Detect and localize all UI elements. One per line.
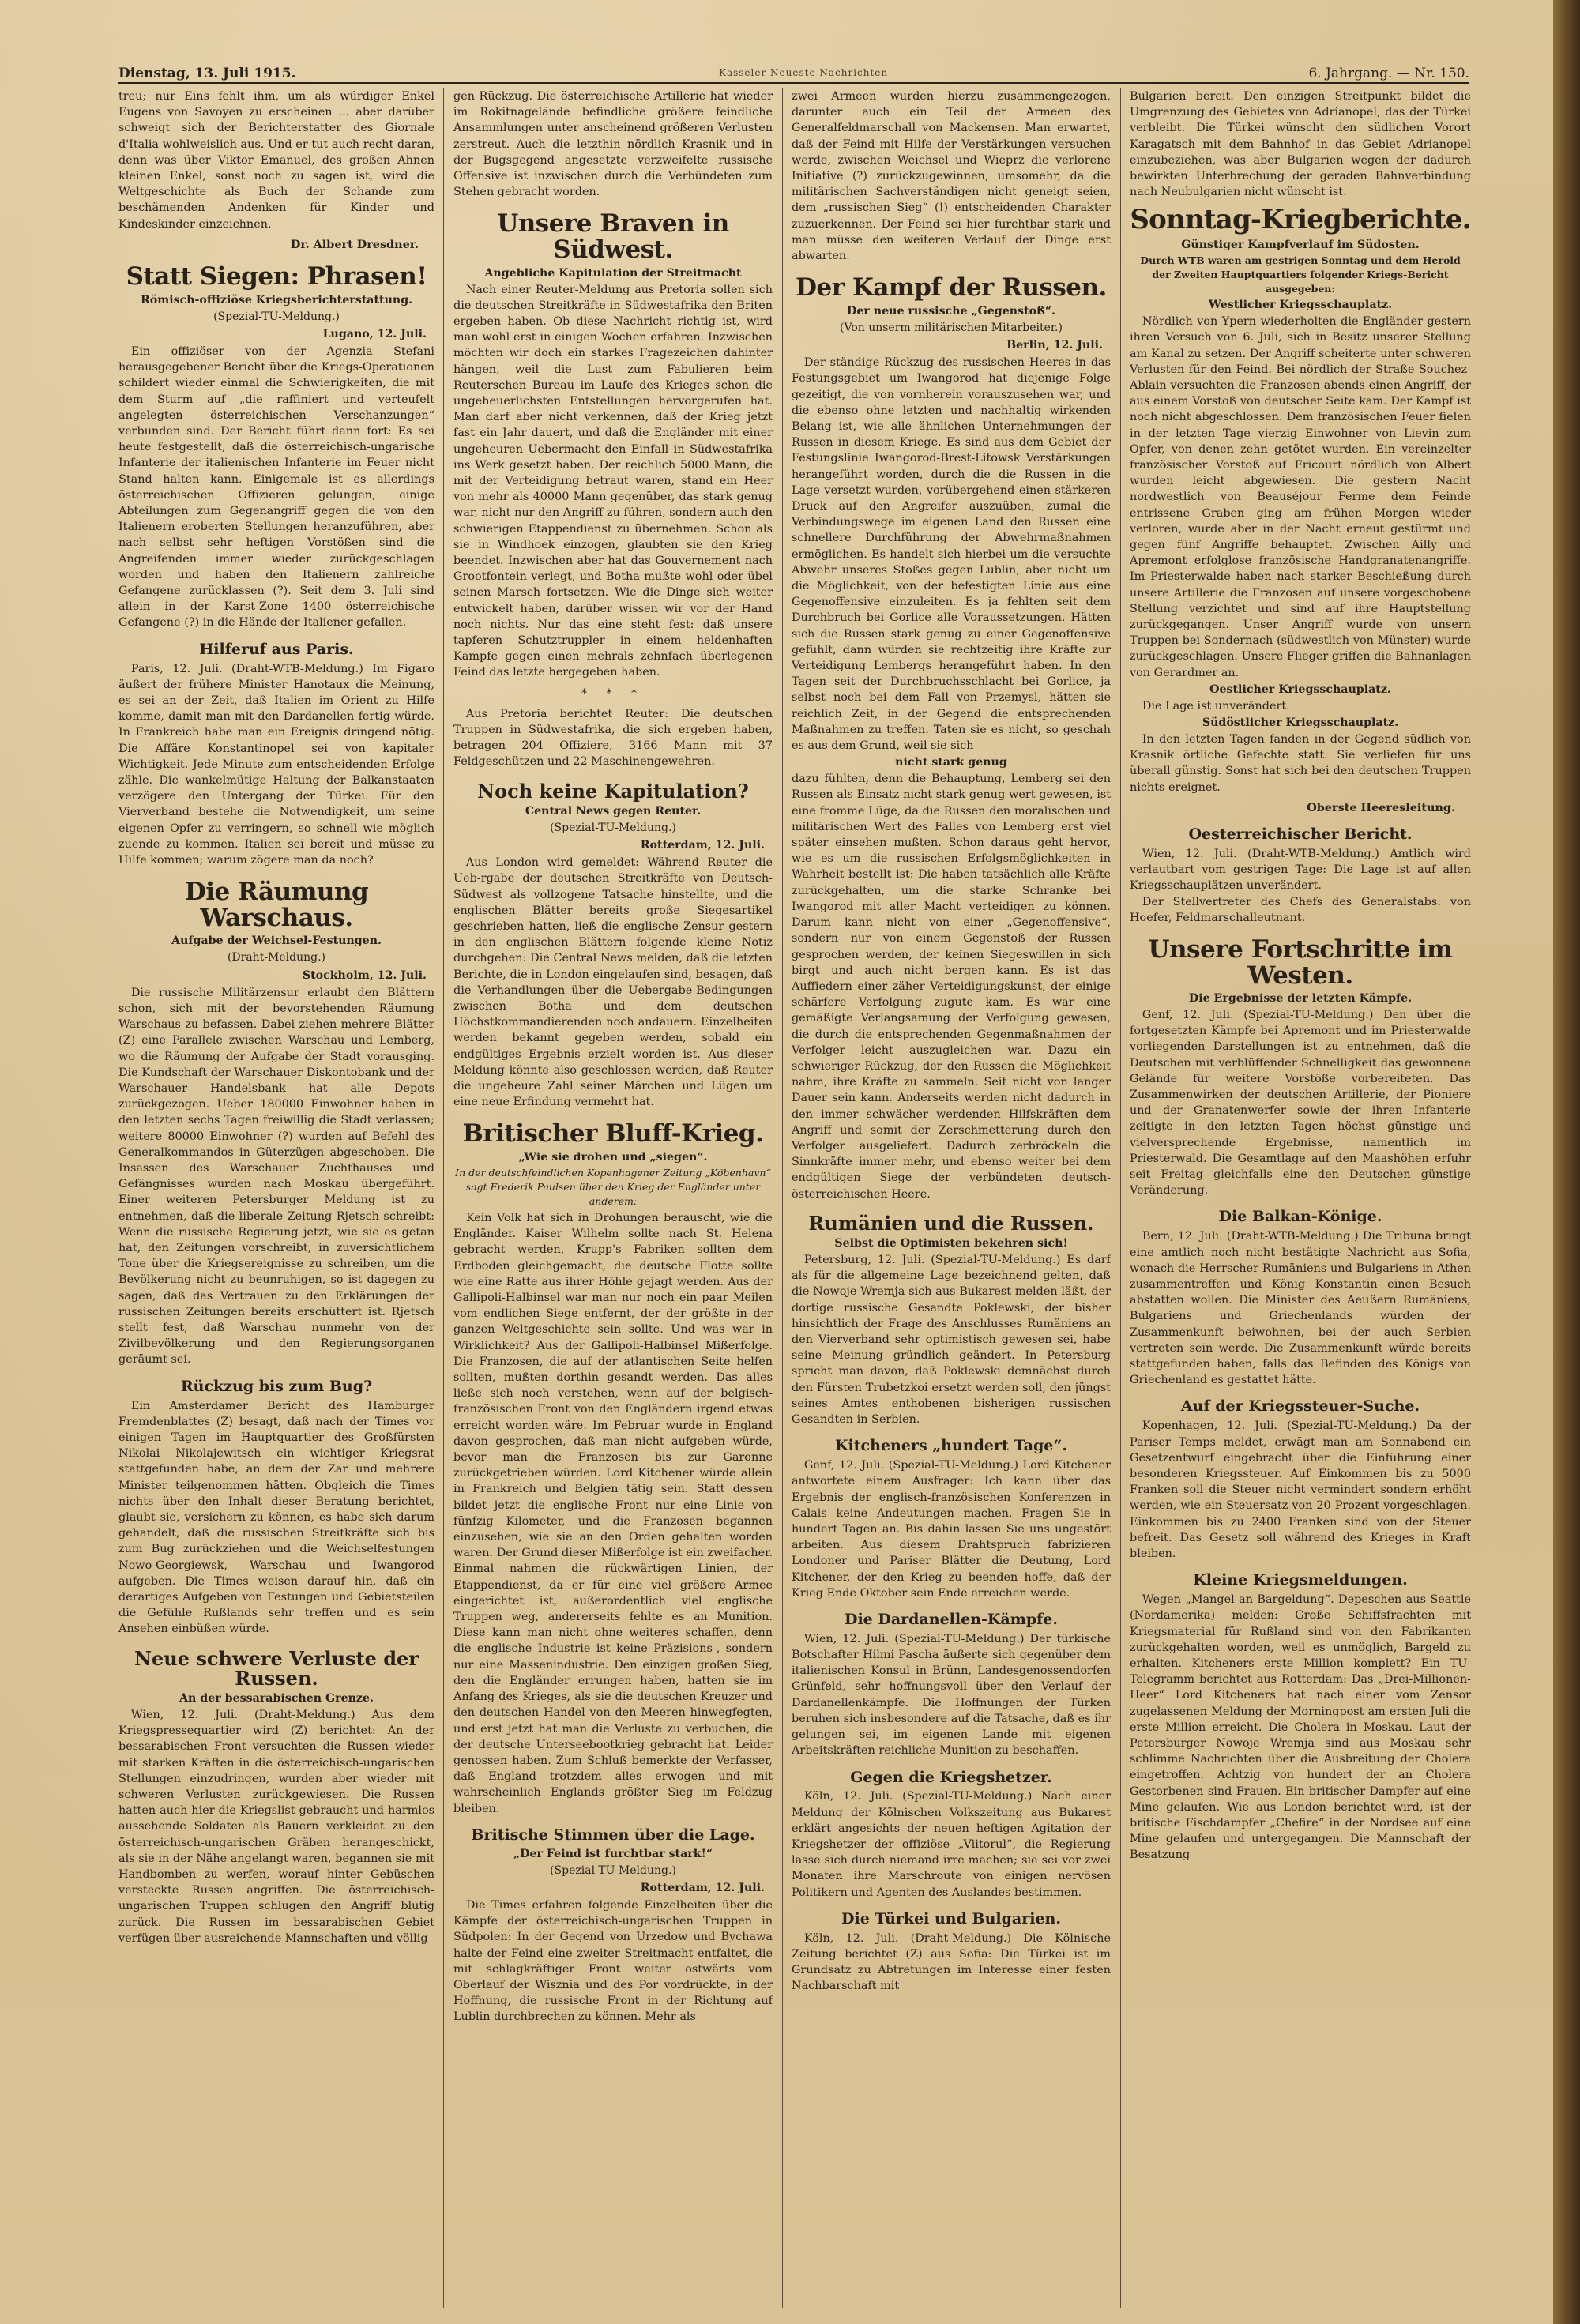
- source-line: (Spezial-TU-Meldung.): [213, 310, 340, 323]
- headline-kleine-meldungen: Kleine Kriegsmeldungen.: [1193, 1571, 1408, 1589]
- headline-rueckzug-bug: Rückzug bis zum Bug?: [180, 1377, 373, 1395]
- headline-neue-verluste: Neue schwere Verluste der Russen.: [134, 1646, 419, 1690]
- subheadline: „Wie sie drohen und „siegen“.: [518, 1151, 708, 1164]
- paper-title: Kasseler Neueste Nachrichten: [719, 67, 889, 78]
- header-rule: [118, 82, 1469, 84]
- article-body: dazu fühlten, denn die Behauptung, Lemberg sei den Russen als Einsatz nicht stark genug wert gewesen, ist eine fromme Lüge, da die Russen den moralischen und militärischen Wert des Falles von Lemberg erst viel später einsehen mußten. Schon daraus geht hervor, wie es um die russischen Erfolgsmöglichkeiten in Wahrheit bestellt ist: Die haben tatsächlich alle Kräfte zurückgehalten, um die starke Schranke bei Iwangorod mit aller Macht verteidigen zu können. Darum kann nicht von einer „Gegenoffensive“, sondern nur von einem Gegenstoß der Russen gesprochen werden, der keinen Siegeswillen in sich birgt und auch nicht bergen kann. Es ist das Auffiedern einer zäher Verteidigungskunst, der einige schärfere Verfolgung zugute kam. Es war eine gemäßigte Verlangsamung der Verfolgung gewesen, die durch die entsprechenden Gegenmaßnahmen der Verfolger leicht auszugleichen war. Dazu ein schwieriger Rückzug, der den Russen die Möglichkeit nahm, ihre Kräfte zu sammeln. Seit nicht von langer Dauer sein kann. Anderseits werden nicht dadurch in den immer schwächer werdenden Hilfskräften dem Angriff und somit der Zerschmetterung durch den Verfolger ausgeliefert. Dadurch zerbröckeln die Sinnkräfte immer mehr, und ebenso weiter bei dem endgültigen Siege der verbündeten deutsch-österreichischen Heere.: [792, 773, 1111, 1201]
- page-edge-shadow: [1553, 0, 1580, 2324]
- column-rule: [443, 88, 444, 2308]
- author-signature: Dr. Albert Dresdner.: [290, 237, 419, 251]
- source-line: (Spezial-TU-Meldung.): [550, 821, 676, 834]
- article-body: Kein Volk hat sich in Drohungen berauscht, wie die Engländer. Kaiser Wilhelm sollte nach St. Helena gebracht werden, Krupp's Fabriken sollten dem Erdboden gleichgemacht, die deutsche Flotte sollte wie eine Ratte aus ihrer Höhle gejagt werden. Aus der Gallipoli-Halbinsel war man nur noch ein paar Meilen vom endlichen Siege entfernt, der der größte in der ganzen Weltgeschichte sein sollte. Und was war in Wirklichkeit? Aus der Gallipoli-Halbinsel Mißerfolge. Die Franzosen, die auf der atlantischen Seite helfen sollten, mußten dorthin gesandt werden. Das alles ließe sich noch verstehen, wenn auf der belgisch-französischen Front von den Engländern irgend etwas erreicht worden wäre. Im Februar wurde in England davon gesprochen, daß man nicht aufgeben würde, bevor man die Franzosen bis zur Garonne zurückgetrieben würden. Lord Kitchener würde allein in Frankreich und Belgien tätig sein. Statt dessen bildet jetzt die englische Front nur eine Linie von fünfzig Kilometer, und die Franzosen begannen einzusehen, wie sie an den Orden gehalten worden waren. Der Grund dieser Mißerfolge ist ein zweifacher. Einmal nahmen die rückwärtigen Linien, der Etappendienst, da er für eine viel größere Armee eingerichtet ist, außerordentlich viel englische Truppen weg, andererseits fehlte es an Munition. Diese kann man nicht ohne weiteres schaffen, denn die englische Industrie ist keine Präzisions-, sondern nur eine Massenindustrie. Den einzigen großen Sieg, den die Engländer errungen haben, hatten sie im Anfang des Krieges, als sie die deutschen Kreuzer und den deutschen Handel von den Meeren hinwegfegten, und erst jetzt hat man die Verluste zu verbuchen, die der deutsche Unterseebootkrieg gebracht hat. Leider genossen haben. Zum Schluß bemerkte der Verfasser, daß England trotzdem alles erwogen und mit wahrscheinlich Englands größter Sieg im Feldzug bleiben.: [453, 1212, 773, 1815]
- source-line: (Draht-Meldung.): [227, 951, 326, 965]
- article-continuation: zwei Armeen wurden hierzu zusammengezogen, darunter auch ein Teil der Armeen des Generalfeldmarschall von Mackensen. Man erwartet, daß der Feind mit Hilfe der Verstärkungen versuchen werde, zwischen Weichsel und Wieprz die verlorene Initiative (?) zurückzugewinnen, umsomehr, da die militärischen Sachverständigen nicht geneigt seien, dem „russischen Sieg“ (!) entscheidenden Charakter zuzuerkennen. Der Feind sei hier furchtbar stark und man müsse den weiteren Verlauf der Dinge erst abwarten.: [792, 90, 1111, 263]
- article-body: Der ständige Rückzug des russischen Heeres in das Festungsgebiet um Iwangorod hat diejenige Folge gezeitigt, die von vornherein vorauszusehen war, und die ebenso ohne letzten und nachhaltig wirkenden Belang ist, wie alle ähnlichen Unternehmungen der Russen in diesem Kriege. Es sind aus dem Gebiet der Festungslinie Iwangorod-Brest-Litowsk Verstärkungen herangeführt worden, durch die die Russen in die Lage versetzt wurden, vorübergehend einen stärkeren Druck auf den Angreifer auszuüben, zumal die Verbindungswege im eigenen Land den Russen eine schnellere Durchführung der Abwehrmaßnahmen ermöglichen. Es handelt sich hierbei um die versuchte Abwehr unseres Stoßes gegen Lublin, aber nicht um die Möglichkeit, von der befestigten Linie aus eine Gegenoffensive einzuleiten. Es ja fehlten seit dem Durchbruch bei Gorlice alle Voraussetzungen. Hätten sich die Russen stark genug zu einer Gegenoffensive gefühlt, dann würden sie rechtzeitig ihre Kräfte zur Verteidigung Lembergs herangeführt haben. In den Tagen seit der Durchbruchsschlacht bei Gorlice, ja selbst noch bei dem Fall von Przemysl, hätten sie reichlich Zeit, in der Gegend die entsprechenden Maßnahmen zu treffen. Taten sie es nicht, so geschah es aus dem Grund, weil sie sich: [792, 356, 1111, 753]
- article-body: In den letzten Tagen fanden in der Gegend südlich von Krasnik örtliche Gefechte statt. Sie verliefen für uns überall günstig. Sonst hat sich bei den deutschen Truppen nichts ereignet.: [1130, 732, 1471, 794]
- headline-tuerkei-bulgarien: Die Türkei und Bulgarien.: [841, 1909, 1061, 1927]
- subheadline: Der neue russische „Gegenstoß“.: [847, 304, 1055, 318]
- column-2: [453, 88, 773, 2308]
- dateline: Berlin, 12. Juli.: [1006, 338, 1103, 352]
- headline-keine-kapitulation: Noch keine Kapitulation?: [477, 779, 749, 803]
- article-body: Ein Amsterdamer Bericht des Hamburger Fremdenblattes (Z) besagt, daß nach der Times vor einigen Tagen im Hauptquartier des Großfürsten Nikolai Nikolajewitsch ein wichtiger Kriegsrat stattgefunden habe, an dem der Zar und mehrere Minister teilgenommen hätten. Obgleich die Times nichts über den Inhalt dieser Beratung berichtet, glaubt sie, versichern zu können, es habe sich darum gehandelt, daß die russischen Streitkräfte sich bis zum Bug zurückziehen und die Weichselfestungen Nowo-Georgiewsk, Warschau und Iwangorod aufgeben. Die Times weisen darauf hin, daß ein derartiges Aufgeben von Festungen und Gebietsteilen die Gefühle Rußlands sehr treffen und es sein Ansehen einbüßen würde.: [118, 1399, 434, 1636]
- subheadline: An der bessarabischen Grenze.: [179, 1691, 374, 1705]
- intro-note: Durch WTB waren am gestrigen Sonntag und dem Herold der Zweiten Hauptquartiers folgender Kriegs-Bericht ausgegeben:: [1140, 254, 1461, 295]
- subheadline: Aufgabe der Weichsel-Festungen.: [171, 934, 382, 948]
- headline-kriegssteuer: Auf der Kriegssteuer-Suche.: [1180, 1397, 1420, 1416]
- headline-balkan-koenige: Die Balkan-Könige.: [1218, 1208, 1382, 1226]
- article-body: Genf, 12. Juli. (Spezial-TU-Meldung.) Den über die fortgesetzten Kämpfe bei Apremont und im Priesterwalde vorliegenden Darstellungen ist zu entnehmen, daß die Deutschen mit verblüffender Schnelligkeit das gewonnene Gelände für weitere Vorstöße vorbereiteten. Das Zusammenwirken der deutschen Artillerie, der Pioniere und der Granatenwerfer sowie der ihren Infanterie zeitigte in den letzten Tagen höchst günstige und vielversprechende Ergebnisse, namentlich im Priesterwald. Die Gesamtlage auf den Maashöhen erfuhr seit Freitag gleichfalls eine den Deutschen günstige Veränderung.: [1130, 1009, 1471, 1198]
- headline-rumaenien: Rumänien und die Russen.: [808, 1211, 1094, 1235]
- headline-raeumung-warschaus: Die Räumung Warschaus.: [184, 878, 369, 932]
- article-body: Der Stellvertreter des Chefs des Generalstabs: von Hoefer, Feldmarschalleutnant.: [1130, 895, 1471, 924]
- headline-kampf-der-russen: Der Kampf der Russen.: [796, 273, 1107, 303]
- headline-kitchener: Kitcheners „hundert Tage“.: [835, 1437, 1067, 1455]
- article-body: Die Lage ist unverändert.: [1142, 699, 1290, 713]
- dateline: Stockholm, 12. Juli.: [302, 968, 427, 982]
- headline-sonntag-kriegberichte: Sonntag-Kriegberichte.: [1130, 204, 1471, 236]
- column-1: [118, 88, 434, 2308]
- section-label-west: Westlicher Kriegsschauplatz.: [1208, 299, 1393, 312]
- subheadline: Günstiger Kampfverlauf im Südosten.: [1181, 239, 1420, 252]
- article-body: Wien, 12. Juli. (Draht-WTB-Meldung.) Amtlich wird verlautbart vom gestrigen Tage: Die Lage ist auf allen Kriegsschauplätzen unverändert.: [1130, 847, 1471, 893]
- column-rule: [782, 88, 783, 2308]
- headline-bluff-krieg: Britischer Bluff-Krieg.: [462, 1119, 764, 1149]
- command-signature: Oberste Heeresleitung.: [1307, 800, 1455, 814]
- headline-braven-suedwest: Unsere Braven in Südwest.: [497, 209, 729, 264]
- article-continuation: gen Rückzug. Die österreichische Artillerie hat wieder im Rokitnagelände befindliche größere feindliche Ansammlungen unter anscheinend größeren Verlusten zerstreut. Auch die letzthin nördlich Krasnik und in der Bugsgegend angesetzte verzweifelte russische Offensive ist inzwischen durch die Verbündeten zum Stehen gebracht worden.: [453, 90, 773, 199]
- article-body: Bern, 12. Juli. (Draht-WTB-Meldung.) Die Tribuna bringt eine amtlich noch nicht bestätigte Nachricht aus Sofia, wonach die Herrscher Rumäniens und Bulgariens in Athen zusammentreffen und König Konstantin einen Besuch abstatten wollen. Die Minister des Aeußern Rumäniens, Bulgariens und Griechenlands würden der Zusammenkunft beiwohnen, bei der auch Serbien vertreten sein werde. Die Zusammenkunft würde bereits stattgefunden haben, falls das Befinden des Königs von Griechenland es gestattet hätte.: [1130, 1230, 1471, 1387]
- headline-oesterreich-bericht: Oesterreichischer Bericht.: [1188, 825, 1413, 843]
- article-body: Genf, 12. Juli. (Spezial-TU-Meldung.) Lord Kitchener antwortete einem Ausfrager: Ich kann über das Ergebnis der englisch-französischen Konferenzen in Calais keine Andeutungen machen. Fragen Sie in hundert Tagen an. Bis dahin lassen Sie uns ungestört arbeiten. Aus diesem Drahtspruch fabrizieren Londoner und Pariser Blätter die Deutung, Lord Kitchener, der den Krieg zu beenden hoffe, daß der Krieg Ende Oktober sein Ende erreichen werde.: [792, 1459, 1111, 1600]
- article-body: Nach einer Reuter-Meldung aus Pretoria sollen sich die deutschen Streitkräfte in Südwestafrika den Briten ergeben haben. Ob diese Nachricht richtig ist, wird man wohl erst in einigen Wochen erfahren. Inzwischen möchten wir doch ein starkes Fragezeichen dahinter hängen, weil die Lust zum Fabulieren beim Reuterschen Bureau im Laufe des Krieges schon die ungeheuerlichsten Entstellungen hervorgerufen hat. Man darf aber nicht verkennen, daß der Krieg jetzt fast ein Jahr dauert, und daß die Engländer mit einer ungeheuren Uebermacht den Einfall in Südwestafrika ins Werk gesetzt haben. Der reichlich 5000 Mann, die mit der Verteidigung betraut waren, stand ein Heer von mehr als 40000 Mann gegenüber, das stark genug war, nicht nur den Angriff zu führen, sondern auch den schwierigen Etappendienst zu übernehmen. Schon als sie in Windhoek einzogen, glaubten sie den Krieg beendet. Inzwischen aber hat das Gouvernement nach Grootfontein verlegt, und Botha mußte wohl oder übel seinen Marsch fortsetzen. Wie die Dinge sich weiter entwickelt haben, darüber wissen wir vor der Hand noch nichts. Nur das eine steht fest: daß unsere tapferen Schutztruppler in einem heldenhaften Kampfe gegen einen mehrals zehnfach überlegenen Feind das letzte hergegeben haben.: [453, 283, 773, 679]
- article-body: Köln, 12. Juli. (Spezial-TU-Meldung.) Nach einer Meldung der Kölnischen Volkszeitung aus Bukarest erklärt angesichts der neuen heftigen Agitation der Kriegshetzer der offiziöse „Viitorul“, die Regierung lasse sich durch niemand irre machen; sie sei vor zwei Monaten ihre Marschroute von einigen nervösen Politikern und Agenten des Auslandes bestimmen.: [792, 1790, 1111, 1899]
- source-line: (Von unserm militärischen Mitarbeiter.): [840, 321, 1063, 334]
- subheadline: „Der Feind ist furchtbar stark!“: [513, 1847, 713, 1860]
- article-body: Wien, 12. Juli. (Spezial-TU-Meldung.) Der türkische Botschafter Hilmi Pascha äußerte sich gegenüber dem italienischen Konsul in Brünn, Landesgenossendorfen Grünfeld, sehr hoffnungsvoll über den Verlauf der Dardanellenkämpfe. Die Hoffnungen der Türken beruhen sich insbesondere auf die Tatsache, daß es ihr gelungen sei, im eigenen Lande mit eigenen Arbeitskräften reichliche Munition zu beschaffen.: [792, 1632, 1111, 1758]
- intro-note: In der deutschfeindlichen Kopenhagener Zeitung „Köbenhavn“ sagt Frederik Paulsen über den Krieg der Engländer unter anderem:: [455, 1167, 771, 1207]
- dateline: Rotterdam, 12. Juli.: [640, 1881, 765, 1894]
- column-rule: [1120, 88, 1121, 2308]
- article-body: Die Times erfahren folgende Einzelheiten über die Kämpfe der österreichisch-ungarischen Truppen in Südpolen: In der Gegend von Urzedow und Bychawa halte der Feind eine zweiter Streitmacht entfaltet, die mit schlagkräftiger Front weiter ostwärts vom Oberlauf der Wisznia und des Por vordrückte, in der Hoffnung, die russische Front in der Richtung auf Lublin durchbrechen zu können. Mehr als: [453, 1899, 773, 2024]
- article-body: Die russische Militärzensur erlaubt den Blättern schon, sich mit der bevorstehenden Räumung Warschaus zu befassen. Dabei ziehen mehrere Blätter (Z) eine Parallele zwischen Warschau und Lemberg, wo die Räumung der Aufgabe der Stadt vorausging. Die Kundschaft der Warschauer Diskontobank und der Warschauer Handelsbank hat alle Depots zurückgezogen. Ueber 180000 Einwohner haben in den letzten sechs Tagen freiwillig die Stadt verlassen; weitere 80000 Einwohner (?) wurden auf Befehl des Generalkommandos in Güterzügen abgeschoben. Die Insassen des Warschauer Zuchthauses und Gefängnisses wurden nach Moskau übergeführt. Einer weiteren Petersburger Meldung ist zu entnehmen, daß die liberale Zeitung Rjetsch schreibt: Wenn die russische Regierung jetzt, wie sie es getan hat, den Zeitungen vorschreibt, in zuversichtlichem Tone über die Kriegsereignisse zu schreiben, um die Bevölkerung nicht zu beunruhigen, so ist dagegen zu sagen, daß das Vertrauen zu den Erklärungen der russischen Zeitungen bereits erschüttert ist. Rjetsch stellt fest, daß Warschau nunmehr von der Zivilbevölkerung und den Regierungsorganen geräumt sei.: [118, 986, 434, 1367]
- section-label-ost: Oestlicher Kriegsschauplatz.: [1209, 683, 1391, 696]
- article-body: Kopenhagen, 12. Juli. (Spezial-TU-Meldung.) Da der Pariser Temps meldet, erwägt man am Sonnabend ein Gesetzentwurf eingebracht über die Einführung einer besonderen Kriegssteuer. Auf Einkommen bis zu 5000 Franken soll die Steuer nicht vermindert sondern erhöht werden, wie ein Steuersatz von 20 Prozent vorgeschlagen. Einkommen bis zu 2400 Franken sind von der Steuer befreit. Das Gesetz soll während des Krieges in Kraft bleiben.: [1130, 1420, 1471, 1561]
- column-4: [1130, 88, 1471, 2308]
- article-continuation: treu; nur Eins fehlt ihm, um als würdiger Enkel Eugens von Savoyen zu erscheinen ... aber darüber schweigt sich der Berichterstatter des Giornale d'Italia wohlweislich aus. Und er tut auch recht daran, denn was über Viktor Emanuel, des großen Ahnen kleinen Enkel, sonst noch zu sagen ist, wird die Weltgeschichte als Buch der Schande zum beschämenden Andenken für Kinder und Kindeskinder einzeichnen.: [118, 90, 434, 231]
- source-line: (Spezial-TU-Meldung.): [550, 1863, 676, 1877]
- subheadline: Central News gegen Reuter.: [525, 804, 702, 818]
- section-divider: * * *: [581, 686, 645, 700]
- article-body: Paris, 12. Juli. (Draht-WTB-Meldung.) Im Figaro äußert der frühere Minister Hanotaux die Meinung, es sei an der Zeit, daß Italien im Orient zu Hilfe komme, damit man mit den Dardanellen fertig würde. In Frankreich habe man ein Ereignis dringend nötig. Die Affäre Konstantinopel sei von kapitaler Wichtigkeit. Jede Minute zum entscheidenden Erfolge zähle. Die wankelmütige Haltung der Balkanstaaten verzögere den Untergang der Türkei. Für den Vierverband bestehe die Notwendigkeit, um seine eigenen Opfer zu verringern, so schnell wie möglich zuende zu kommen. Italien sei bereit und müsse zu Hilfe kommen; warum zögere man da noch?: [118, 662, 434, 867]
- headline-kriegshetzer: Gegen die Kriegshetzer.: [850, 1768, 1052, 1786]
- headline-statt-siegen: Statt Siegen: Phrasen!: [126, 262, 427, 291]
- subheadline: Angebliche Kapitulation der Streitmacht: [484, 266, 742, 280]
- issue-date: Dienstag, 13. Juli 1915.: [118, 66, 296, 81]
- article-body: Nördlich von Ypern wiederholten die Engländer gestern ihren Versuch von 6. Juli, sich in Besitz unserer Stellung am Kanal zu setzen. Der Angriff scheiterte unter schweren Verlusten für den Feind. Bei nördlich der Straße Souchez-Ablain versuchten die Franzosen abends einen Angriff, der aus einem Vorstoß von deutscher Seite kam. Der Kampf ist noch nicht abgeschlossen. Dem französischen Feuer fielen in der letzten Tage vierzig Einwohner von Lievin zum Opfer, von denen zehn getötet wurden. Ein vereinzelter französischer Vorstoß auf Fricourt nördlich von Albert wurden leicht abgewiesen. Die gestern Nacht nordwestlich von Beauséjour Ferme dem Feinde entrissene Graben ging am frühen Morgen wieder verloren, wurde aber in der Nacht erneut gestürmt und gegen fünf Angriffe behauptet. Zwischen Ailly und Apremont erfolglose französische Handgranatenangriffe. Im Priesterwalde haben nach starker Beschießung durch unsere Artillerie die Franzosen auf unsere vorgeschobene Stellung verzichtet und sind auf ihre Hauptstellung zurückgegangen. Unser Angriff wurde von unsern Truppen bei Sondernach (südwestlich von Münster) wurde zurückgeschlagen. Unsere Flieger griffen die Bahnanlagen von Gerardmer an.: [1130, 315, 1471, 679]
- article-body: Wien, 12. Juli. (Draht-Meldung.) Aus dem Kriegspressequartier wird (Z) berichtet: An der bessarabischen Front versuchten die Russen wieder mit starken Kräften in die österreichisch-ungarischen Stellungen einzudringen, wurden aber wieder mit schweren Verlusten zurückgewiesen. Die Russen hatten auch hier die Kriegslist gebraucht und harmlos aussehende Soldaten als Bauern verkleidet zu den österreichisch-ungarischen Gräben herangeschickt, als sie in der Nähe angelangt waren, begannen sie mit Handbomben zu werfen, worauf hinter Gebüschen versteckte Russen angriffen. Die österreichisch-ungarischen Truppen schlugen den Angriff blutig zurück. Die Russen im bessarabischen Gebiet verfügen über ausreichende Mannschaften und völlig: [118, 1708, 434, 1945]
- headline-dardanellen: Die Dardanellen-Kämpfe.: [844, 1610, 1058, 1628]
- article-continuation: Bulgarien bereit. Den einzigen Streitpunkt bildet die Umgrenzung des Gebietes von Adrianopel, das der Türkei verbleibt. Die Türkei wünscht den südlichen Vorort Karagatsch mit dem Bahnhof in das Gebiet Adrianopel einzubeziehen, was aber Bulgarien wegen der dadurch bewirkten Unterbrechung der geraden Bahnverbindung nach Neubulgarien nicht wünscht ist.: [1130, 90, 1471, 199]
- article-body: Petersburg, 12. Juli. (Spezial-TU-Meldung.) Es darf als für die allgemeine Lage bezeichnend gelten, daß die Nowoje Wremja sich aus Bukarest melden läßt, der dortige russische Gesandte Poklewski, der bisher hinsichtlich der Frage des Anschlusses Rumäniens an den Vierverband sehr optimistisch gewesen sei, habe seine Meinung gründlich geändert. In Petersburg spricht man davon, daß Poklewski demnächst durch den Fürsten Trubetzkoi ersetzt werden soll, den jüngst seines Amtes enthobenen bisherigen russischen Gesandten in Serbien.: [792, 1253, 1111, 1426]
- dateline: Lugano, 12. Juli.: [322, 327, 427, 340]
- subheadline: Selbst die Optimisten bekehren sich!: [834, 1236, 1068, 1250]
- subheadline: Die Ergebnisse der letzten Kämpfe.: [1188, 992, 1413, 1006]
- headline-hilferuf: Hilferuf aus Paris.: [199, 640, 354, 658]
- article-body: Ein offiziöser von der Agenzia Stefani herausgegebener Bericht über die Kriegs-Operationen schildert wieder einmal die Schwierigkeiten, die mit dem Sturm auf „die raffiniert und verteufelt angelegten österreichischen Verschanzungen“ verbunden sind. Der Bericht führt dann fort: Es sei heute festgestellt, daß die österreichisch-ungarische Infanterie der italienischen Infanterie im Feuer nicht Stand halten kann. Einigemale ist es allerdings österreichischen Offizieren gelungen, einige Abteilungen zum Gegenangriff gegen die von den Italienern eroberten Stellungen heranzuführen, aber nach selbst sehr heftigen Vorstößen sind die Angreifenden immer wieder zurückgeschlagen worden und haben den Italienern zahlreiche Gefangene zurücklassen (?). Seit dem 3. Juli sind allein in der Karst-Zone 1400 österreichische Gefangene (?) in die Hände der Italiener gefallen.: [118, 344, 434, 630]
- emphasis-line: nicht stark genug: [895, 756, 1007, 769]
- dateline: Rotterdam, 12. Juli.: [640, 839, 765, 852]
- headline-fortschritte-westen: Unsere Fortschritte im Westen.: [1148, 934, 1453, 990]
- column-3: [792, 88, 1111, 2308]
- section-label-suedost: Südöstlicher Kriegsschauplatz.: [1202, 716, 1399, 729]
- article-body: Wegen „Mangel an Bargeldung“. Depeschen aus Seattle (Nordamerika) melden: Große Schiffsfrachten mit Kriegsmaterial für Rußland sind von den Fabrikanten zurückgehalten worden, weil es unmöglich, Bargeld zu erhalten. Kitcheners erste Million komplett? Ein TU-Telegramm berichtet aus Rotterdam: Das „Drei-Millionen-Heer“ Lord Kitcheners hat nach einer vom Zensor zugelassenen Meldung der Morningpost am ersten Juli die erste Million erreicht. Die Cholera in Moskau. Laut der Petersburger Nowoje Wremja sind aus Moskau sehr schlimme Nachrichten über die Ausbreitung der Cholera eingetroffen. Achtzig von hundert der an Cholera Gestorbenen sind Frauen. Ein britischer Dampfer auf eine Mine gelaufen. Wie aus London berichtet wird, ist der britische Fischdampfer „Chefire“ in der Nordsee auf eine Mine gelaufen und untergegangen. Die Mannschaft der Besatzung: [1130, 1593, 1471, 1862]
- article-body: Aus Pretoria berichtet Reuter: Die deutschen Truppen in Südwestafrika, die sich ergeben haben, betragen 204 Offiziere, 3166 Mann mit 37 Feldgeschützen und 22 Maschinengewehren.: [453, 707, 773, 769]
- headline-britische-stimmen: Britische Stimmen über die Lage.: [471, 1826, 755, 1844]
- issue-number: 6. Jahrgang. — Nr. 150.: [1308, 66, 1469, 81]
- subheadline: Römisch-offiziöse Kriegsberichterstattung.: [140, 293, 413, 306]
- article-body: Köln, 12. Juli. (Draht-Meldung.) Die Kölnische Zeitung berichtet (Z) aus Sofia: Die Türkei ist im Grundsatz zu Abtretungen im Interesse einer festen Nachbarschaft mit: [792, 1931, 1111, 1993]
- article-body: Aus London wird gemeldet: Während Reuter die Ueb-rgabe der deutschen Streitkräfte von Deutsch-Südwest als vollzogene Tatsache hinstellte, und die englischen Blätter bereits große Siegesartikel geschrieben hatten, ließ die englische Zensur gestern in den englischen Blättern folgende kleine Notiz durchgehen: Die Central News melden, daß die letzten Berichte, die in London eingelaufen sind, besagen, daß die Verhandlungen über die Uebergabe-Bedingungen zwischen Botha und dem deutschen Höchstkommandierenden noch andauern. Einzelheiten werden bekannt gegeben werden, sobald ein endgültiges Ergebnis erzielt worden ist. Aus dieser Meldung könnte also geschlossen werden, daß Reuter die ungeheure Zahl seiner Märchen und Lügen um eine neue Erfindung vermehrt hat.: [453, 856, 773, 1109]
